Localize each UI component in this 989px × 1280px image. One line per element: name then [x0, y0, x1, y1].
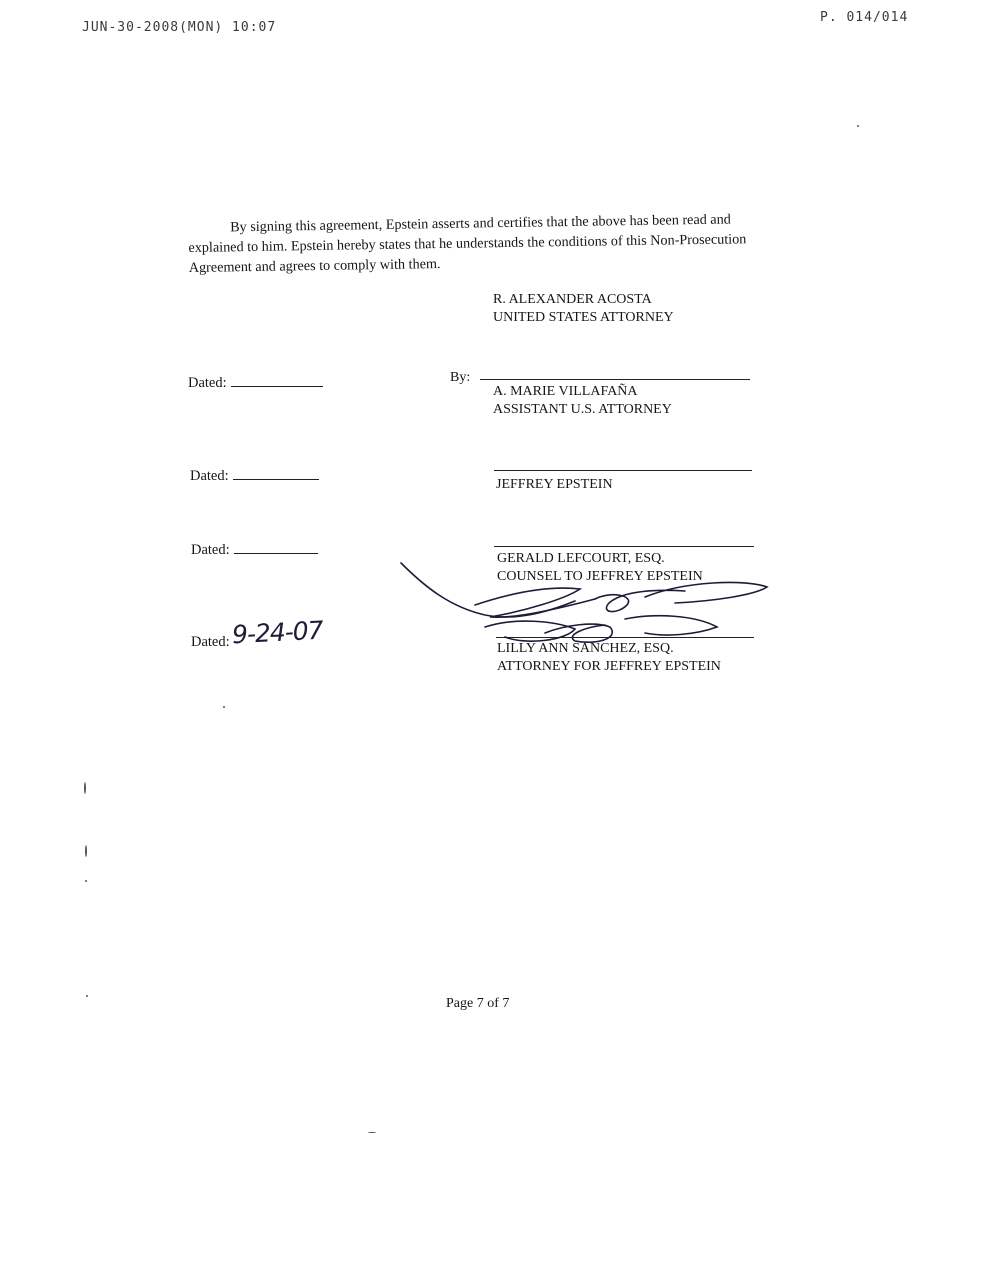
sanchez-name: LILLY ANN SANCHEZ, ESQ. [497, 641, 674, 656]
ausa-title: ASSISTANT U.S. ATTORNEY [493, 402, 672, 417]
dated-label: Dated: [191, 634, 230, 650]
signature-line [494, 546, 754, 547]
fax-timestamp: JUN-30-2008(MON) 10:07 [82, 20, 277, 35]
dated-field-2 [190, 467, 319, 485]
signature-stroke [401, 563, 575, 617]
date-blank-line [234, 541, 318, 554]
scan-artifact [85, 845, 87, 857]
signature-stroke [485, 621, 575, 641]
us-attorney-name: R. ALEXANDER ACOSTA [493, 292, 652, 307]
page-number: Page 7 of 7 [446, 996, 510, 1011]
signature-stroke [645, 582, 767, 603]
signature-line [494, 470, 752, 471]
signature-stroke [595, 590, 685, 611]
dated-field-3 [191, 541, 318, 559]
lefcourt-title: COUNSEL TO JEFFREY EPSTEIN [497, 569, 703, 584]
dated-field-1 [188, 374, 323, 392]
epstein-name: JEFFREY EPSTEIN [496, 477, 613, 492]
us-attorney-title: UNITED STATES ATTORNEY [493, 310, 674, 325]
scan-artifact [86, 995, 88, 997]
sanchez-title: ATTORNEY FOR JEFFREY EPSTEIN [497, 659, 721, 674]
scan-artifact [857, 125, 859, 127]
dated-label: Dated: [188, 375, 227, 391]
certification-text: By signing this agreement, Epstein asserts and certifies that the above has been read and explained to him. Epstein hereby states that he understands the conditions of this Non-Prosecution Agreement and agrees to comply with them. [188, 211, 747, 276]
ausa-name: A. MARIE VILLAFAÑA [493, 384, 638, 399]
scan-artifact [223, 706, 225, 708]
certification-paragraph [188, 209, 759, 278]
dated-field-4 [191, 634, 230, 651]
fax-page-counter: P. 014/014 [820, 10, 909, 25]
date-blank-line [233, 467, 319, 480]
scan-artifact [84, 782, 86, 794]
date-blank-line [231, 374, 323, 387]
signature-stroke [475, 588, 595, 617]
handwritten-date: 9-24-07 [231, 615, 324, 650]
signature-line [480, 379, 750, 380]
signature-stroke [625, 616, 717, 635]
handwritten-signature [395, 555, 775, 665]
lefcourt-name: GERALD LEFCOURT, ESQ. [497, 551, 665, 566]
dated-label: Dated: [190, 468, 229, 484]
by-label: By: [450, 370, 471, 385]
scan-artifact [368, 1132, 376, 1133]
dated-label: Dated: [191, 542, 230, 558]
scan-artifact [85, 880, 87, 882]
